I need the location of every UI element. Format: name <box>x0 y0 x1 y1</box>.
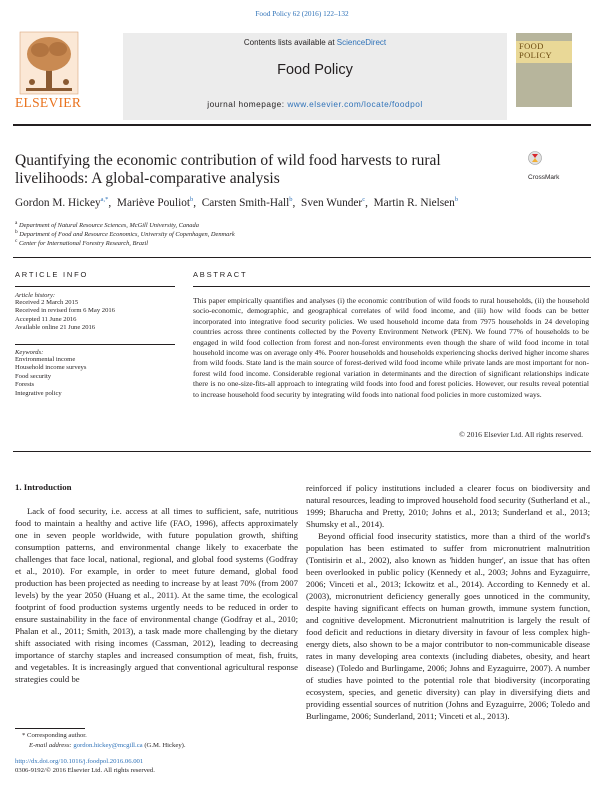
history-label: Article history: <box>15 292 56 299</box>
affiliation-b-sup: b <box>15 229 18 235</box>
author-list: Gordon M. Hickey$^{a,*}$, Mariève Pouliot$^b$, Carsten Smith-Hall$^b$, Sven Wunder$^c$, Martin R. Nielsen$^b$ <box>15 196 459 209</box>
homepage-link[interactable]: www.elsevier.com/locate/foodpol <box>287 99 423 109</box>
email-label: E-mail address: <box>29 742 74 749</box>
author-1[interactable]: Gordon M. Hickey <box>15 196 101 209</box>
history-accepted: Accepted 11 June 2016 <box>15 315 77 323</box>
author-3-sup[interactable]: b <box>289 196 293 203</box>
contents-line <box>123 38 507 47</box>
keywords-label: Keywords: <box>15 349 44 356</box>
keywords-rule <box>15 344 175 345</box>
crossmark-icon <box>528 150 542 168</box>
footnote-rule <box>15 728 85 729</box>
left-paragraph: Lack of food security, i.e. access at all times to sufficient, safe, nutritious food to maintain a healthy and active life (FAO, 1996), affects approximately one in seven people worldwide, with future population growth, shifting consumption patterns, and environmental change likely to exacerbate the challenges that face local, national, regional, and global food systems (Godfray et al., 2010). For example, in order to meet future demand, global food production has been projected as needing to increase by at least 70% (from 2007 levels) by the year 2050 (Huang et al., 2011). At the same time, the ecological footprint of food production systems urgently needs to be reduced in order to ensure sustainability in the face of environmental change (Godfray et al., 2010; Phalan et al., 2011; Smith, 2013), a task made more challenging by the dietary shift associated with rising incomes (Cassman, 2012), leading to decreasing importance of starchy staples and increased consumption of meat, fish, fruits, and vegetables. It is increasingly argued that conventional agricultural response strategies could be <box>15 506 298 684</box>
journal-reference[interactable]: Food Policy 62 (2016) 122–132 <box>255 9 349 18</box>
abstract-heading: ABSTRACT <box>193 270 248 279</box>
affiliation-a-text: Department of Natural Resource Sciences, McGill University, Canada <box>18 222 199 230</box>
affiliation-c-sup: c <box>15 238 18 244</box>
header-rule <box>13 124 591 126</box>
affiliation-a-sup: a <box>15 220 18 226</box>
right-paragraph-1: reinforced if policy institutions included a clearer focus on biodiversity and natural resources, leading to improved household food security (Sutherland et al., 1999; Bharucha and Pretty, 2010; Johns et al., 2013; Sunderland et al., 2013; Shumsky et al., 2014). <box>306 483 590 529</box>
issn-line: 0306-9192/© 2016 Elsevier Ltd. All rights reserved. <box>15 767 155 774</box>
keywords <box>15 349 180 398</box>
author-4-sup[interactable]: c <box>362 196 366 203</box>
right-paragraph-2: Beyond official food insecurity statistics, more than a third of the world's population has been estimated to suffer from micronutrient malnutrition (Tontisirin et al., 2002), also known as 'hidden hunger', an issue that has often been overlooked in public policy (Kennedy et al., 2003; Johns and Eyzaguirre, 2006; Vinceti et al., 2013; Ickowitz et al., 2014). According to Kennedy et al. (2003), micronutrient deficiency generally goes unnoticed in the community, despite having significant effects on human growth, immune system function, and cognitive development. Micronutrient malnutrition is largely the result of food deficit and reductions in dietary diversity in favour of less complex high-energy diets, also shown to be a major contributor to non-communicable disease rates in many developing area contexts (including diabetes, obesity, and heart disease) (Toledo and Burlingame, 2006; Johns and Eyzaguirre, 2007). A number of studies have pointed to the potential role that biodiversity (incorporating ecosystem, species, and genetic diversity) can play in diversifying diets and providing essential sources of nutrition (Johns and Eyzaguirre, 2006; Toledo and Burlingame, 2006; Sunderland, 2011; Vinceti et al., 2013). <box>306 531 590 721</box>
keyword-2: Household income surveys <box>15 364 87 372</box>
affiliation-c <box>15 238 148 247</box>
history-revised: Received in revised form 6 May 2016 <box>15 307 115 315</box>
journal-cover-thumbnail <box>516 33 572 107</box>
affiliation-b <box>15 229 235 238</box>
left-column <box>15 505 298 685</box>
journal-homepage <box>123 99 507 109</box>
author-3[interactable]: Carsten Smith-Hall <box>201 196 290 209</box>
article-title: Quantifying the economic contribution of wild food harvests to rural livelihoods: A global-comparative analysis <box>15 152 441 187</box>
homepage-prefix: journal homepage: <box>207 99 288 109</box>
sciencedirect-link[interactable]: ScienceDirect <box>336 38 387 47</box>
affiliation-a <box>15 220 199 229</box>
author-1-sup[interactable]: a,* <box>100 196 109 203</box>
crossmark-badge[interactable] <box>528 150 568 186</box>
keyword-4: Forests <box>15 381 35 389</box>
corresponding-author-note: * Corresponding author. <box>22 732 87 739</box>
history-received: Received 2 March 2015 <box>15 299 79 306</box>
abstract-bottom-rule <box>13 451 591 452</box>
email-line <box>29 741 186 750</box>
crossmark-label: CrossMark <box>528 174 560 182</box>
elsevier-wordmark: ELSEVIER <box>15 95 82 110</box>
doi-link[interactable]: http://dx.doi.org/10.1016/j.foodpol.2016.06.001 <box>15 758 144 765</box>
cover-title <box>519 42 552 60</box>
email-link[interactable]: gordon.hickey@mcgill.ca <box>73 742 143 749</box>
cover-line-1: FOOD <box>519 41 544 51</box>
elsevier-tree-logo-icon <box>18 30 80 96</box>
right-column <box>306 482 590 722</box>
author-2[interactable]: Mariève Pouliot <box>116 196 191 209</box>
article-info-heading: ARTICLE INFO <box>15 270 89 279</box>
keyword-3: Food security <box>15 372 52 380</box>
cover-line-2: POLICY <box>519 50 553 60</box>
contents-prefix: Contents lists available at <box>243 38 337 47</box>
author-5-sup[interactable]: b <box>454 196 459 203</box>
journal-title: Food Policy <box>277 62 353 78</box>
keyword-1: Environmental income <box>15 356 76 363</box>
email-suffix: (G.M. Hickey). <box>142 742 186 749</box>
author-2-sup[interactable]: b <box>190 196 194 203</box>
keyword-5: Integrative policy <box>15 389 62 397</box>
author-5[interactable]: Martin R. Nielsen <box>373 196 455 209</box>
abstract-copyright: © 2016 Elsevier Ltd. All rights reserved. <box>459 430 583 439</box>
affiliation-rule <box>13 257 591 258</box>
history-online: Available online 21 June 2016 <box>15 324 96 332</box>
abstract-rule <box>193 286 590 287</box>
affiliation-b-text: Department of Food and Resource Economics, University of Copenhagen, Denmark <box>19 231 235 239</box>
section-heading-introduction: 1. Introduction <box>15 482 72 492</box>
affiliation-c-text: Center for International Forestry Research, Brazil <box>18 240 149 248</box>
author-4[interactable]: Sven Wunder <box>301 196 363 209</box>
article-history <box>15 292 180 333</box>
abstract-text: This paper empirically quantifies and analyses (i) the economic contribution of wild foods to rural households, (ii) the household socio-economic, demographic, and geographical correlates of wild food income, and (iii) how wild foods can be better incorporated into integrative food security policies. We used household income data from 7975 households in 24 developing countries across three continents collected by the Poverty Environment Network (PEN). We found 77% of households to be engaged in wild food collection from forest and non-forest environments even though the share of wild food income in total household income was on average only 4%. Poorer households and households experiencing shocks derived higher income shares from wild foods. State land is the main source of forest-derived wild food income while private lands are most important for non-forest wild food income. Considerable regional variation in determinants and the direction of significant relationships indicate there is no one-size-fits-all approach to integrating wild foods into food and forest policies. However, our results reveal potential to increase household food security by integrating wild foods into national food policies in more customized ways. <box>193 296 589 399</box>
article-info-rule <box>15 286 175 287</box>
